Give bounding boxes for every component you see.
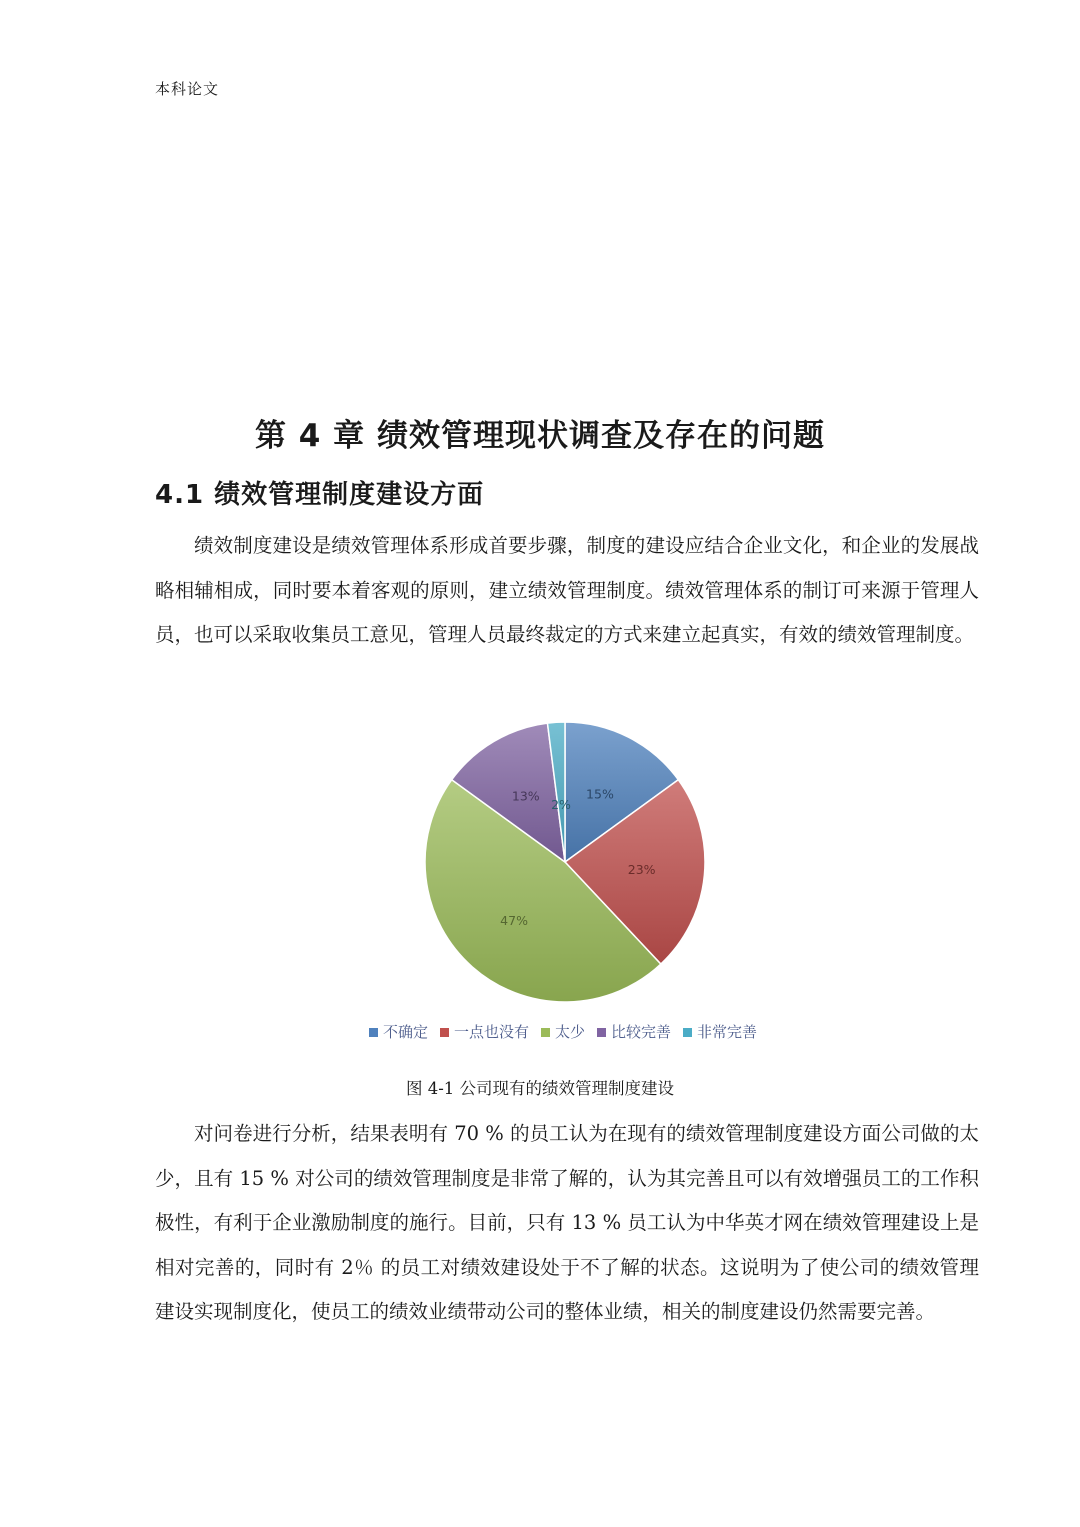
pie-chart (0, 712, 1080, 1062)
chapter-title: 第 4 章 绩效管理现状调查及存在的问题 (255, 418, 825, 454)
paragraph-analysis: 对问卷进行分析，结果表明有 70 % 的员工认为在现有的绩效管理制度建设方面公司做的太少，且有 15 % 对公司的绩效管理制度是非常了解的，认为其完善且可以有效增强员工的工作积极性，有利于企业激励制度的施行。目前，只有 13 % 员工认为中华英才网在绩效管理建设上是相对完善的，同时有 2％ 的员工对绩效建设处于不了解的状态。这说明为了使公司的绩效管理建设实现制度化，使员工的绩效业绩带动公司的整体业绩，相关的制度建设仍然需要完善。 (155, 1122, 979, 1323)
legend-swatch-5 (683, 1028, 692, 1037)
pie-slices (425, 722, 705, 1002)
chart-legend (369, 1023, 757, 1041)
legend-label-4: 比较完善 (611, 1023, 672, 1041)
section-title: 4.1 绩效管理制度建设方面 (155, 480, 485, 510)
pie-data-label-4: 13% (511, 788, 540, 804)
figure-caption: 图 4-1 公司现有的绩效管理制度建设 (405, 1079, 675, 1098)
legend-swatch-2 (440, 1028, 449, 1037)
legend-swatch-4 (597, 1028, 606, 1037)
paragraph-intro: 绩效制度建设是绩效管理体系形成首要步骤，制度的建设应结合企业文化，和企业的发展战略相辅相成，同时要本着客观的原则，建立绩效管理制度。绩效管理体系的制订可来源于管理人员，也可以采取收集员工意见，管理人员最终裁定的方式来建立起真实，有效的绩效管理制度。 (155, 534, 979, 646)
pie-data-label-2: 23% (627, 862, 656, 878)
pie-data-label-5: 2% (551, 797, 571, 812)
legend-swatch-1 (369, 1028, 378, 1037)
page-header: 本科论文 (155, 80, 220, 98)
legend-label-2: 一点也没有 (454, 1023, 530, 1041)
pie-chart-figure (0, 712, 1080, 1062)
legend-label-5: 非常完善 (697, 1023, 758, 1041)
legend-swatch-3 (541, 1028, 550, 1037)
legend-label-1: 不确定 (383, 1023, 429, 1041)
legend-label-3: 太少 (555, 1023, 586, 1041)
pie-data-label-3: 47% (500, 912, 528, 928)
pie-data-label-1: 15% (586, 786, 614, 802)
